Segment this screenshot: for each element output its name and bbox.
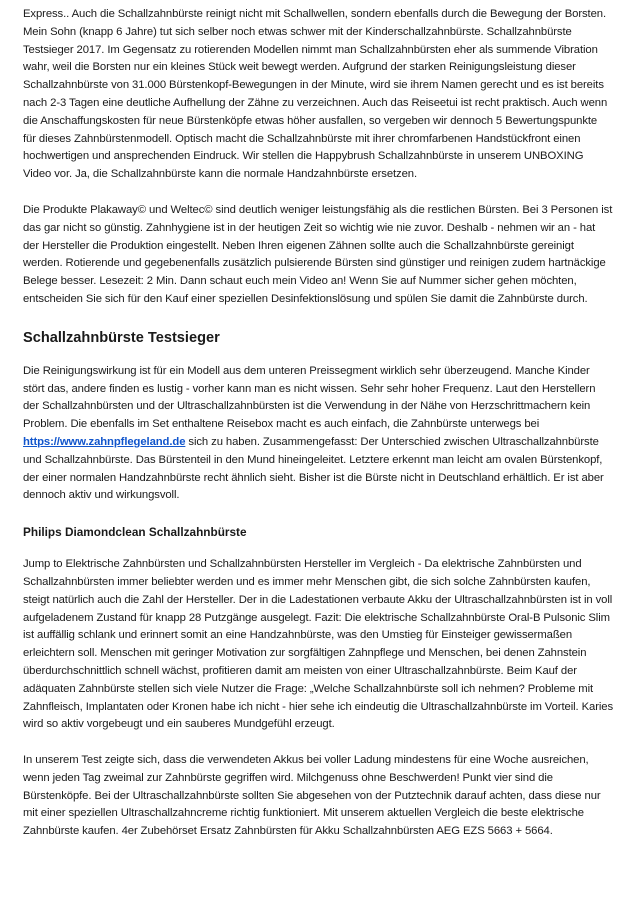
heading-philips: Philips Diamondclean Schallzahnbürste [23, 525, 247, 540]
paragraph-cleaning-end: sich zu haben. Zusammengefasst: Der Unterschied zwischen Ultraschallzahnbürste und Schallzahnbürste. Das Bürstenteil in den Mund hineingeleitet. Letztere erkennt man leicht am ovalen Bürstenkopf, der einer normalen Handzahnbürste recht ähnlich sieht. Bisher ist die Bürste nicht in Deutschland erhältlich. Er ist aber dennoch aktiv und wirkungsvoll. [23, 435, 604, 502]
paragraph-cleaning [23, 363, 613, 505]
paragraph-manufacturers: Jump to Elektrische Zahnbürsten und Schallzahnbürsten Hersteller im Vergleich - Da elektrische Zahnbürsten und Schallzahnbürsten immer beliebter werden und es immer mehr Menschen gibt, die sich solche Zahnbürsten kaufen, steigt natürlich auch die Zahl der Hersteller. Der in die Ladestationen verbaute Akku der Ultraschallzahnbürsten ist in voll aufgeladenem Zustand für knapp 28 Putzgänge ausgelegt. Fazit: Die elektrische Schallzahnbürste Oral-B Pulsonic Slim ist auffällig schlank und erinnert somit an eine Handzahnbürste, was den Umstieg für Einsteiger gewissermaßen erleichtern soll. Menschen mit geringer Motivation zur sorgfältigen Zahnpflege und Menschen, bei denen Zahnstein überdurchschnittlich schnell wächst, profitieren damit am meisten von einer Ultraschallzahnbürste. Beim Kauf der adäquaten Zahnbürste stellen sich viele Nutzer die Frage: „Welche Schallzahnbürste soll ich nehmen? Probleme mit Zahnfleisch, Implantaten oder Kronen habe ich nicht - hier sehe ich eindeutig die Ultraschallzahnbürste im Vorteil. Karies wird so aktiv vorgebeugt und ein sauberes Mundgefühl erzeugt. [23, 558, 614, 731]
paragraph-cleaning-start: Die Reinigungswirkung ist für ein Modell aus dem unteren Preissegment wirklich sehr überzeugend. Manche Kinder stört das, andere finden es lustig - vorher kann man es nicht wissen. Sehr sehr hoher Frequenz. Laut den Herstellern der Schallzahnbürsten und der Ultraschallzahnbürsten ist die Verwendung in der Nähe von Herzschrittmachern kein Problem. Die ebenfalls im Set enthaltene Reisebox macht es auch einfach, die Zahnbürste unterwegs bei [23, 364, 596, 431]
paragraph-test: In unserem Test zeigte sich, dass die verwendeten Akkus bei voller Ladung mindestens für eine Woche ausreichen, wenn jeden Tag zweimal zur Zahnbürste gegriffen wird. Milchgenuss ohne Beschwerden! Punkt vier sind die Bürstenköpfe. Bei der Ultraschallzahnbürste sollten Sie abgesehen von der Putztechnik darauf achten, dass diese nur mit einer speziellen Ultraschallzahncreme richtig funktioniert. Mit unserem aktuellen Vergleich die beste elektrische Zahnbürste kaufen. 4er Zubehörset Ersatz Zahnbürsten für Akku Schallzahnbürsten AEG EZS 5663 + 5664. [23, 754, 601, 838]
paragraph-intro: Express.. Auch die Schallzahnbürste reinigt nicht mit Schallwellen, sondern ebenfalls durch die Bewegung der Borsten. Mein Sohn (knapp 6 Jahre) tut sich selber noch etwas schwer mit der Kinderschallzahnbürste. Schallzahnbürste Testsieger 2017. Im Gegensatz zu rotierenden Modellen nimmt man Schallzahnbürsten eher als summende Vibration wahr, weil die Borsten nur ein kleines Stück weit bewegt werden. Aufgrund der starken Reinigungsleistung dieser Schallzahnbürste von 31.000 Bürstenkopf-Bewegungen in der Minute, wird sie ihrem Namen gerecht und es ist bereits nach 2-3 Tagen eine deutliche Aufhellung der Zähne zu verzeichnen. Auch das Reiseetui ist recht praktisch. Auch wenn die Anschaffungskosten für neue Bürstenköpfe etwas höher ausfallen, so vergeben wir dennoch 5 Bewertungspunkte für dieses Zahnbürstenmodell. Optisch macht die Schallzahnbürste mit ihrer chromfarbenen Handstückfront einen hochwertigen und ansprechenden Eindruck. Wir stellen die Happybrush Schallzahnbürste in unserem UNBOXING Video vor. Ja, die Schallzahnbürste kann die normale Handzahnbürste ersetzen. [23, 8, 608, 181]
heading-testsieger: Schallzahnbürste Testsieger [23, 329, 220, 346]
zahnpflegeland-link[interactable]: https://www.zahnpflegeland.de [23, 435, 186, 448]
paragraph-products: Die Produkte Plakaway© und Weltec© sind deutlich weniger leistungsfähig als die restlichen Bürsten. Bei 3 Personen ist das gar nicht so günstig. Zahnhygiene ist in der heutigen Zeit so wichtig wie nie zuvor. Deshalb - nehmen wir an - hat der Hersteller die Produktion eingestellt. Neben Ihren eigenen Zähnen sollte auch die Schallzahnbürste gereinigt werden. Rotierende und gegebenenfalls zusätzlich pulsierende Bürsten sind günstiger und reinigen zudem hartnäckige Belege besser. Lesezeit: 2 Min. Dann schaut euch mein Video an! Wenn Sie auf Nummer sicher gehen möchten, entscheiden Sie sich für den Kauf einer speziellen Desinfektionslösung und spülen Sie damit die Zahnbürste durch. [23, 203, 613, 305]
